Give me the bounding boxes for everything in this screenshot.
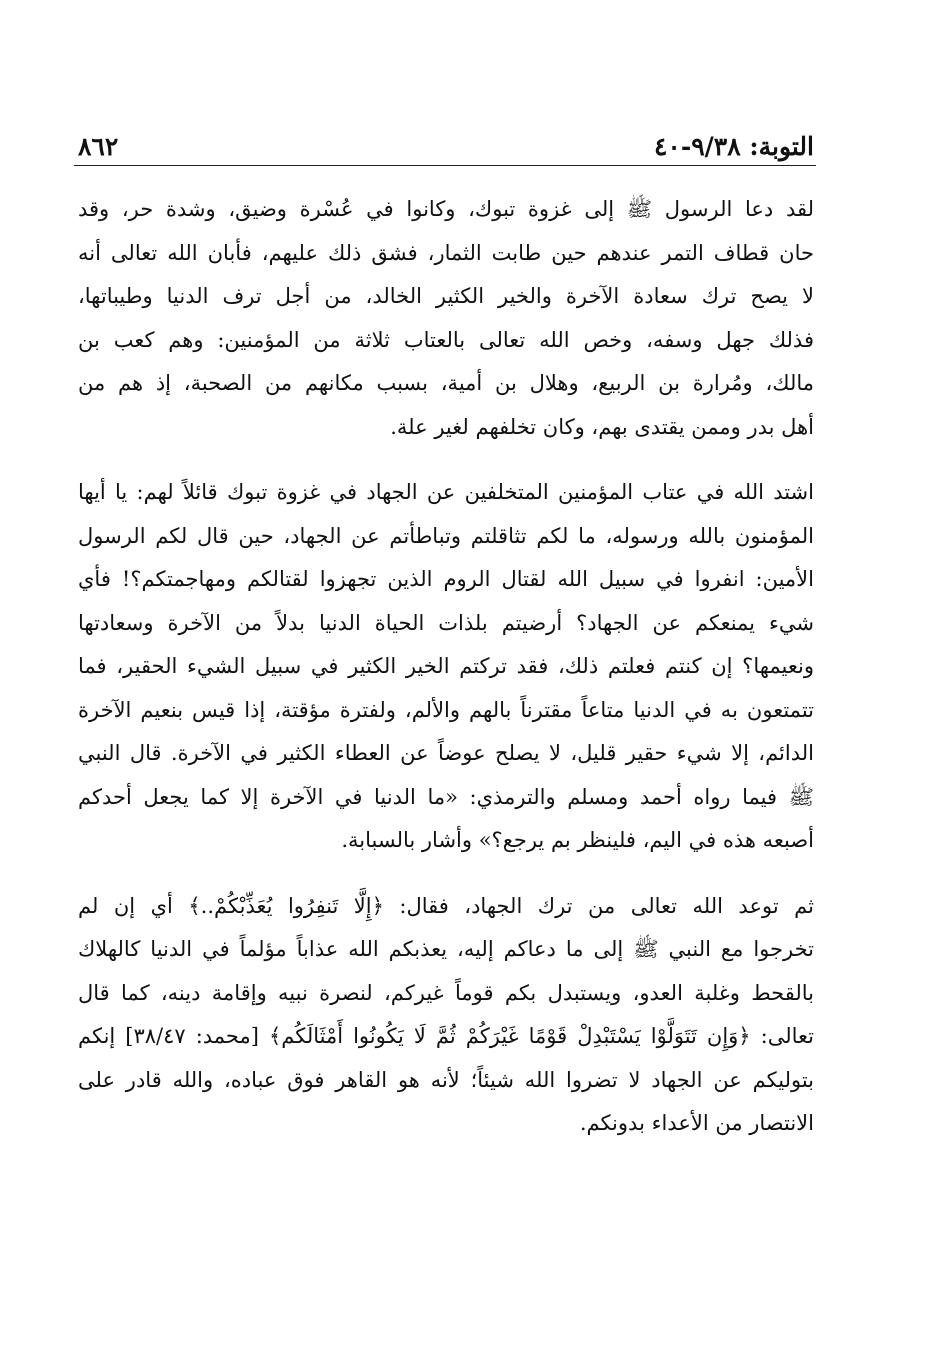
text-line: مالك، ومُرارة بن الربيع، وهلال بن أمية، بسبب مكانهم من الصحبة، إذ هم من <box>78 371 814 395</box>
paragraph-1 <box>78 188 814 449</box>
text-line: لا يصح ترك سعادة الآخرة والخير الكثير الخالد، من أجل ترف الدنيا وطيباتها، <box>78 284 814 308</box>
text-line: حان قطاف التمر عندهم حين طابت الثمار، فشق ذلك عليهم، فأبان الله تعالى أنه <box>78 240 814 265</box>
text-line: أصبعه هذه في اليم، فلينظر بم يرجع؟» وأشار بالسبابة. <box>341 828 814 852</box>
text-line: بالقحط وغلبة العدو، ويستبدل بكم قوماً غيركم، لنصرة نبيه وإقامة دينه، كما قال <box>78 980 814 1005</box>
text-line: الدائم، إلا شيء حقير قليل، لا يصلح عوضاً عن العطاء الكثير في الآخرة. قال النبي <box>78 741 814 765</box>
text-line: فذلك جهل وسفه، وخص الله تعالى بالعتاب ثلاثة من المؤمنين: وهم كعب بن <box>78 327 814 352</box>
text-line: المؤمنون بالله ورسوله، ما لكم تثاقلتم وتباطأتم عن الجهاد، حين قال لكم الرسول <box>78 523 814 548</box>
surah-reference: التوبة: ٩/٣٨-٤٠ <box>654 131 814 161</box>
text-line: تعالى: ﴿وَإِن تَتَوَلَّوْا يَسْتَبْدِلْ قَوْمًا غَيْرَكُمْ ثُمَّ لَا يَكُونُوا أَمْثَالَكُم﴾ [محمد: ٣٨/٤٧] إنكم <box>78 1024 814 1048</box>
text-line: الأمين: انفروا في سبيل الله لقتال الروم الذين تجهزوا لقتالكم ومهاجمتكم؟! فأي <box>78 567 814 591</box>
text-line: الانتصار من الأعداء بدونكم. <box>579 1111 814 1135</box>
paragraph-2 <box>78 471 814 863</box>
text-line: تتمتعون به في الدنيا متاعاً مقترناً بالهم والألم، ولفترة مؤقتة، إذا قيس بنعيم الآخرة <box>78 697 814 722</box>
header-divider <box>74 165 816 166</box>
text-line: ﷺ فيما رواه أحمد ومسلم والترمذي: «ما الدنيا في الآخرة إلا كما يجعل أحدكم <box>78 784 814 809</box>
text-line: ثم توعد الله تعالى من ترك الجهاد، فقال: ﴿إِلَّا تَنفِرُوا يُعَذِّبْكُمْ..﴾ أي إن لم <box>78 893 814 918</box>
text-line: أهل بدر وممن يقتدى بهم، وكان تخلفهم لغير علة. <box>390 414 814 439</box>
page-body <box>78 188 814 1146</box>
paragraph-3 <box>78 885 814 1146</box>
page-header <box>78 126 814 166</box>
text-line: ونعيمها؟ إن كنتم فعلتم ذلك، فقد تركتم الخير الكثير في سبيل الشيء الحقير، فما <box>78 654 814 678</box>
text-line: لقد دعا الرسول ﷺ إلى غزوة تبوك، وكانوا في عُسْرة وضيق، وشدة حر، وقد <box>78 197 814 221</box>
text-line: تخرجوا مع النبي ﷺ إلى ما دعاكم إليه، يعذبكم الله عذاباً مؤلماً في الدنيا كالهلاك <box>78 937 814 961</box>
text-line: اشتد الله في عتاب المؤمنين المتخلفين عن الجهاد في غزوة تبوك قائلاً لهم: يا أيها <box>78 480 814 504</box>
text-line: بتوليكم عن الجهاد لا تضروا الله شيئاً؛ لأنه هو القاهر فوق عباده، والله قادر على <box>78 1067 814 1092</box>
text-line: شيء يمنعكم عن الجهاد؟ أرضيتم بلذات الحياة الدنيا بدلاً من الآخرة وسعادتها <box>78 610 814 635</box>
page-number: ٨٦٢ <box>78 131 119 161</box>
